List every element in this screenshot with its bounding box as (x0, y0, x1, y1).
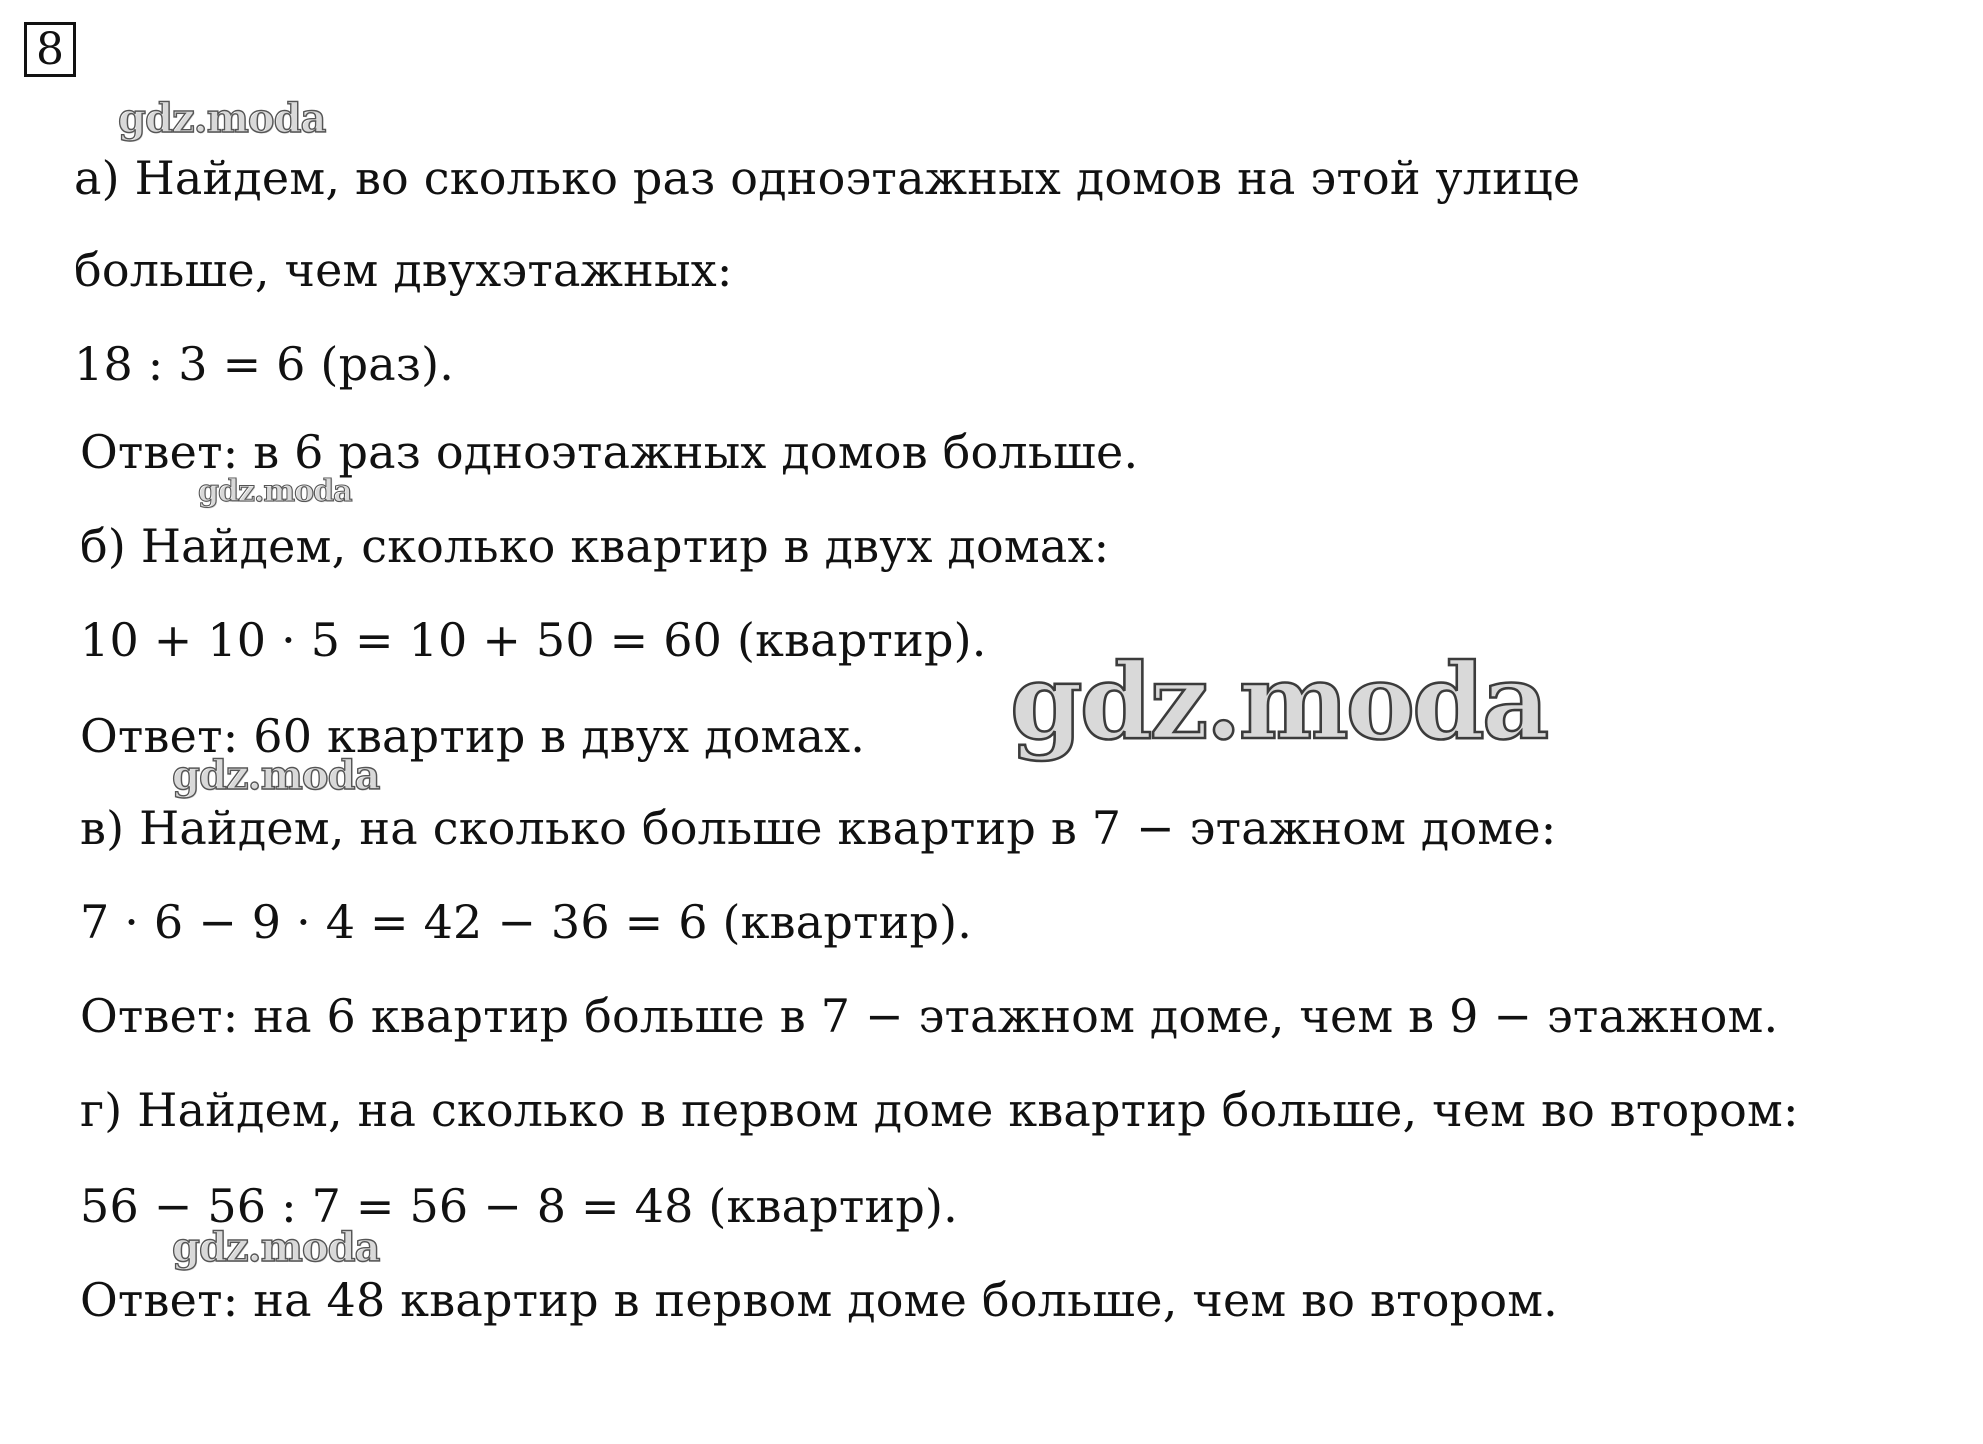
solution-line-d-answer: Ответ: на 48 квартир в первом доме больше, чем во втором. (80, 1273, 1559, 1327)
solution-line-a-calc: 18 : 3 = 6 (раз). (74, 337, 455, 391)
watermark-logo: gdz.moda (172, 752, 380, 799)
solution-line-d-calc: 56 − 56 : 7 = 56 − 8 = 48 (квартир). (80, 1179, 958, 1233)
solution-line-c-calc: 7 · 6 − 9 · 4 = 42 − 36 = 6 (квартир). (80, 895, 973, 949)
solution-line-b-answer: Ответ: 60 квартир в двух домах. (80, 709, 866, 763)
task-number-box: 8 (24, 22, 76, 77)
solution-line-a-intro: а) Найдем, во сколько раз одноэтажных домов на этой улице (74, 151, 1581, 205)
solution-line-a-answer: Ответ: в 6 раз одноэтажных домов больше. (80, 425, 1139, 479)
solution-line-c-intro: в) Найдем, на сколько больше квартир в 7 − этажном доме: (80, 801, 1557, 855)
solution-line-b-calc: 10 + 10 · 5 = 10 + 50 = 60 (квартир). (80, 613, 987, 667)
solution-line-c-answer: Ответ: на 6 квартир больше в 7 − этажном доме, чем в 9 − этажном. (80, 989, 1779, 1043)
watermark-logo: gdz.moda (172, 1224, 380, 1271)
watermark-logo: gdz.moda (118, 95, 326, 142)
solution-line-b-intro: б) Найдем, сколько квартир в двух домах: (80, 519, 1110, 573)
solution-line-d-intro: г) Найдем, на сколько в первом доме квартир больше, чем во втором: (80, 1083, 1799, 1137)
watermark-logo: gdz.moda (198, 474, 352, 509)
watermark-logo-large: gdz.moda (1010, 640, 1547, 763)
solution-line-a-intro-cont: больше, чем двухэтажных: (74, 243, 733, 297)
